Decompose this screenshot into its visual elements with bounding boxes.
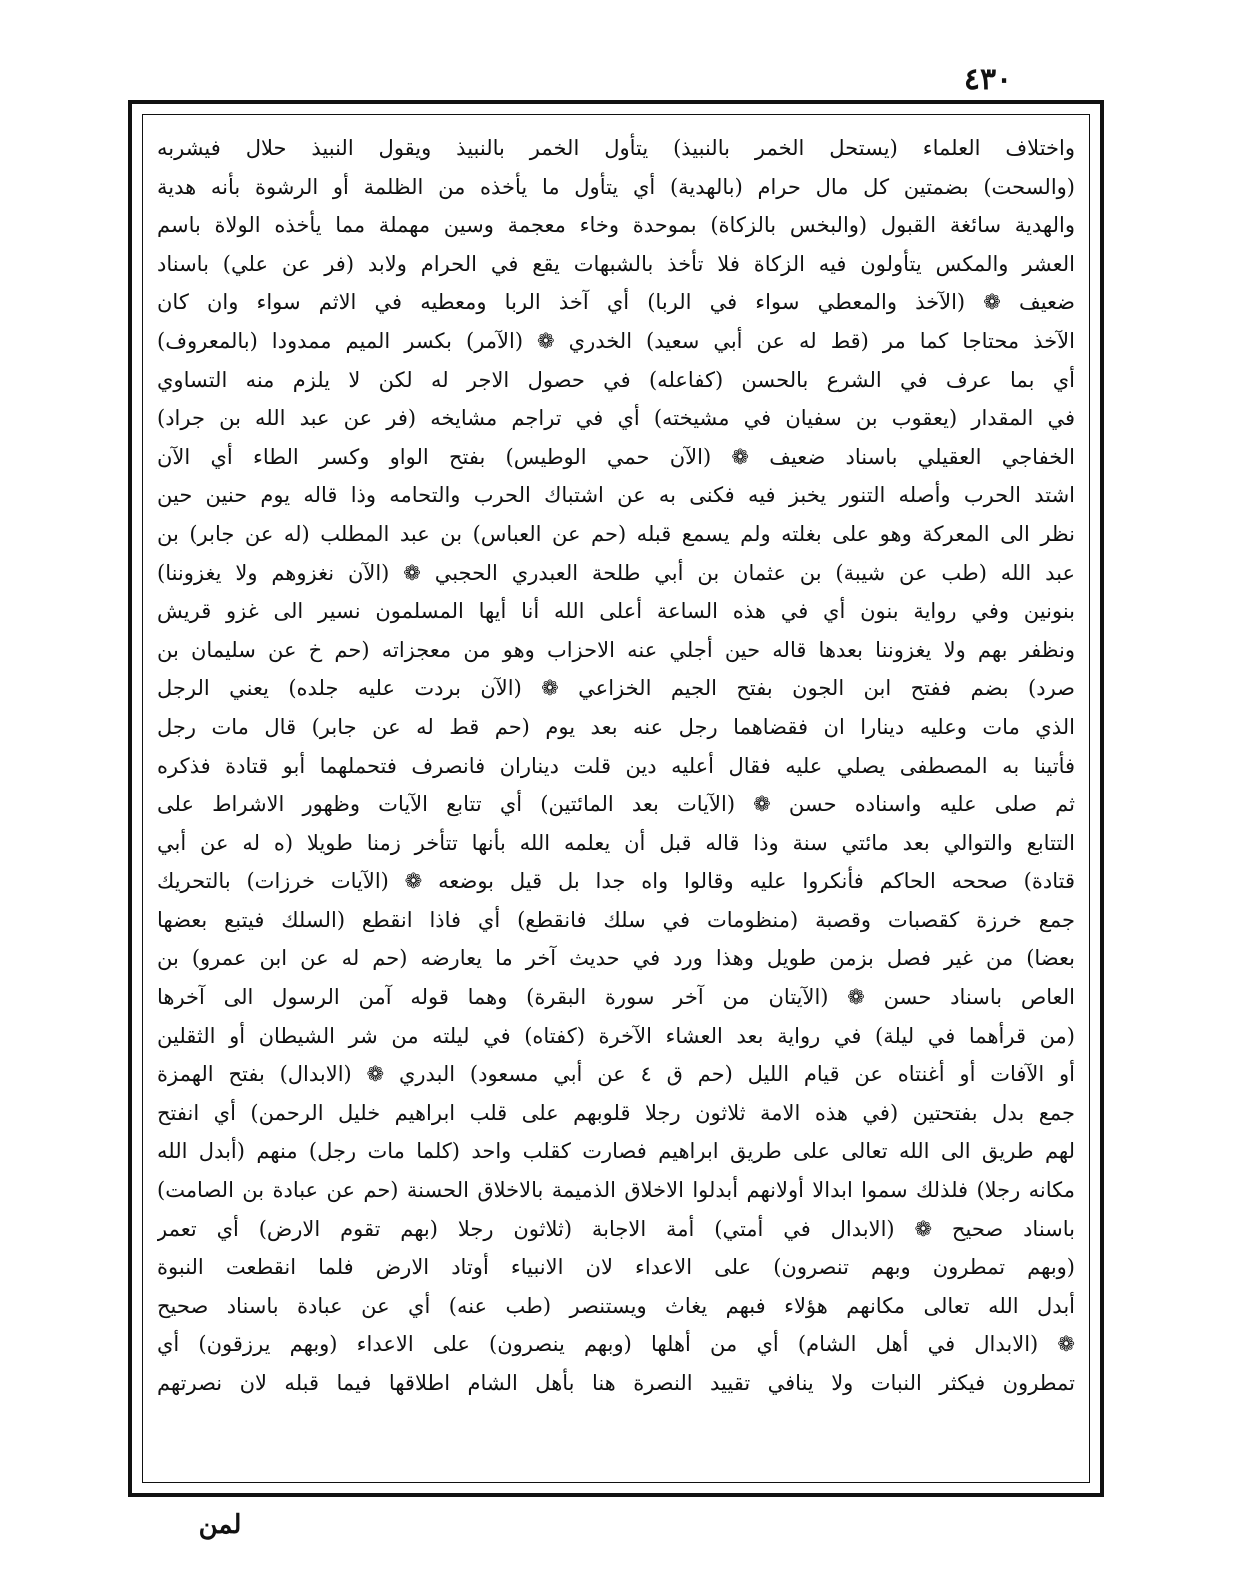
text-line: باسناد صحيح ❁ (الابدال في أمتي) أمة الاجابة (ثلاثون رجلا (بهم تقوم الارض) أي تعمر bbox=[157, 1216, 1075, 1241]
text-block bbox=[157, 129, 1075, 1476]
text-line: مكانه رجلا) فلذلك سموا ابدالا أولانهم أبدلوا الاخلاق الذميمة بالاخلاق الحسنة (حم عن عبادة بن الصامت) bbox=[157, 1178, 1075, 1203]
text-line: جمع بدل بفتحتين (في هذه الامة ثلاثون رجلا قلوبهم على قلب ابراهيم خليل الرحمن) أي انفتح bbox=[157, 1100, 1075, 1125]
text-line: في المقدار (يعقوب بن سفيان في مشيخته) أي في تراجم مشايخه (فر عن عبد الله بن جراد) bbox=[157, 406, 1075, 431]
text-line: لهم طريق الى الله تعالى على طريق ابراهيم فصارت كقلب واحد (كلما مات رجل) منهم (أبدل الله bbox=[157, 1139, 1075, 1164]
text-line: الخفاجي العقيلي باسناد ضعيف ❁ (الآن حمي الوطيس) بفتح الواو وكسر الطاء أي الآن bbox=[157, 444, 1075, 469]
text-line: فأتينا به المصطفى يصلي عليه فقال أعليه دين قلت ديناران فانصرف فتحملهما أبو قتادة فذكره bbox=[157, 753, 1075, 778]
text-line: أبدل الله تعالى مكانهم هؤلاء فبهم يغاث ويستنصر (طب عنه) أي عن عبادة باسناد صحيح bbox=[157, 1293, 1075, 1318]
text-line: أي بما عرف في الشرع بالحسن (كفاعله) في حصول الاجر له لكن لا يلزم منه التساوي bbox=[157, 367, 1075, 392]
text-line: الآخذ محتاجا كما مر (قط له عن أبي سعيد) الخدري ❁ (الآمر) بكسر الميم ممدودا (بالمعروف) bbox=[157, 328, 1075, 353]
page-frame-inner-rule bbox=[142, 114, 1090, 1483]
text-line: الذي مات وعليه دينارا ان فقضاهما رجل عنه بعد يوم (حم قط له عن جابر) قال مات رجل bbox=[157, 714, 1075, 739]
text-line: جمع خرزة كقصبات وقصبة (منظومات في سلك فانقطع) أي فاذا انقطع (السلك فيتبع بعضها bbox=[157, 907, 1075, 932]
text-line: عبد الله (طب عن شيبة) بن عثمان بن أبي طلحة العبدري الحجبي ❁ (الآن نغزوهم ولا يغزوننا) bbox=[157, 560, 1075, 585]
text-line: (والسحت) بضمتين كل مال حرام (بالهدية) أي يتأول ما يأخذه من الظلمة أو الرشوة بأنه هدية bbox=[157, 174, 1075, 199]
text-line: ❁ (الابدال في أهل الشام) أي من أهلها (وبهم ينصرون) على الاعداء (وبهم يرزقون) أي bbox=[157, 1332, 1075, 1357]
text-line: (وبهم تمطرون وبهم تنصرون) على الاعداء لان الانبياء أوتاد الارض فلما انقطعت النبوة bbox=[157, 1255, 1075, 1280]
text-line: قتادة) صححه الحاكم فأنكروا عليه وقالوا واه جدا بل قيل بوضعه ❁ (الآيات خرزات) بالتحريك bbox=[157, 869, 1075, 894]
catchword: لمن bbox=[198, 1510, 242, 1540]
text-line: اشتد الحرب وأصله التنور يخبز فيه فكنى به عن اشتباك الحرب والتحامه وذا قاله يوم حنين حين bbox=[157, 483, 1075, 508]
text-line: العشر والمكس يتأولون فيه الزكاة فلا تأخذ بالشبهات يقع في الحرام ولابد (فر عن علي) باسناد bbox=[157, 251, 1075, 276]
text-line: بنونين وفي رواية بنون أي في هذه الساعة أعلى الله أنا أيها المسلمون نسير الى غزو قريش bbox=[157, 599, 1075, 624]
text-line: (من قرأهما في ليلة) في رواية بعد العشاء الآخرة (كفتاه) في ليلته من شر الشيطان أو الثقلين bbox=[157, 1023, 1075, 1048]
text-line: صرد) بضم ففتح ابن الجون بفتح الجيم الخزاعي ❁ (الآن بردت عليه جلده) يعني الرجل bbox=[157, 676, 1075, 701]
page-frame bbox=[128, 100, 1104, 1497]
text-line: واختلاف العلماء (يستحل الخمر بالنبيذ) يتأول الخمر بالنبيذ ويقول النبيذ حلال فيشربه bbox=[157, 136, 1075, 160]
text-line: أو الآفات أو أغنتاه عن قيام الليل (حم ق ٤ عن أبي مسعود) البدري ❁ (الابدال) بفتح الهمزة bbox=[157, 1062, 1075, 1087]
text-line: ونظفر بهم ولا يغزوننا بعدها قاله حين أجلي عنه الاحزاب وهو من معجزاته (حم خ عن سليمان بن bbox=[157, 637, 1075, 662]
text-line: تمطرون فيكثر النبات ولا ينافي تقييد النصرة هنا بأهل الشام اطلاقها فيما قبله لان نصرتهم bbox=[157, 1371, 1075, 1395]
page-number: ٤٣٠ bbox=[963, 62, 1013, 97]
text-line: نظر الى المعركة وهو على بغلته ولم يسمع قبله (حم عن العباس) بن عبد المطلب (له عن جابر) بن bbox=[157, 521, 1075, 546]
text-line: ضعيف ❁ (الآخذ والمعطي سواء في الربا) أي آخذ الربا ومعطيه في الاثم سواء وان كان bbox=[157, 290, 1075, 315]
text-line: التتابع والتوالي بعد مائتي سنة وذا قاله قبل أن يعلمه الله بأنها تتأخر زمنا طويلا (ه له عن أبي bbox=[157, 830, 1075, 855]
text-line: بعضا) من غير فصل بزمن طويل وهذا ورد في حديث آخر ما يعارضه (حم له عن ابن عمرو) بن bbox=[157, 946, 1075, 971]
text-line: ثم صلى عليه واسناده حسن ❁ (الآيات بعد المائتين) أي تتابع الآيات وظهور الاشراط على bbox=[157, 792, 1075, 817]
text-line: العاص باسناد حسن ❁ (الآيتان من آخر سورة البقرة) وهما قوله آمن الرسول الى آخرها bbox=[157, 985, 1075, 1010]
text-line: والهدية سائغة القبول (والبخس بالزكاة) بموحدة وخاء معجمة وسين مهملة مما يأخذه الولاة باسم bbox=[157, 213, 1075, 238]
